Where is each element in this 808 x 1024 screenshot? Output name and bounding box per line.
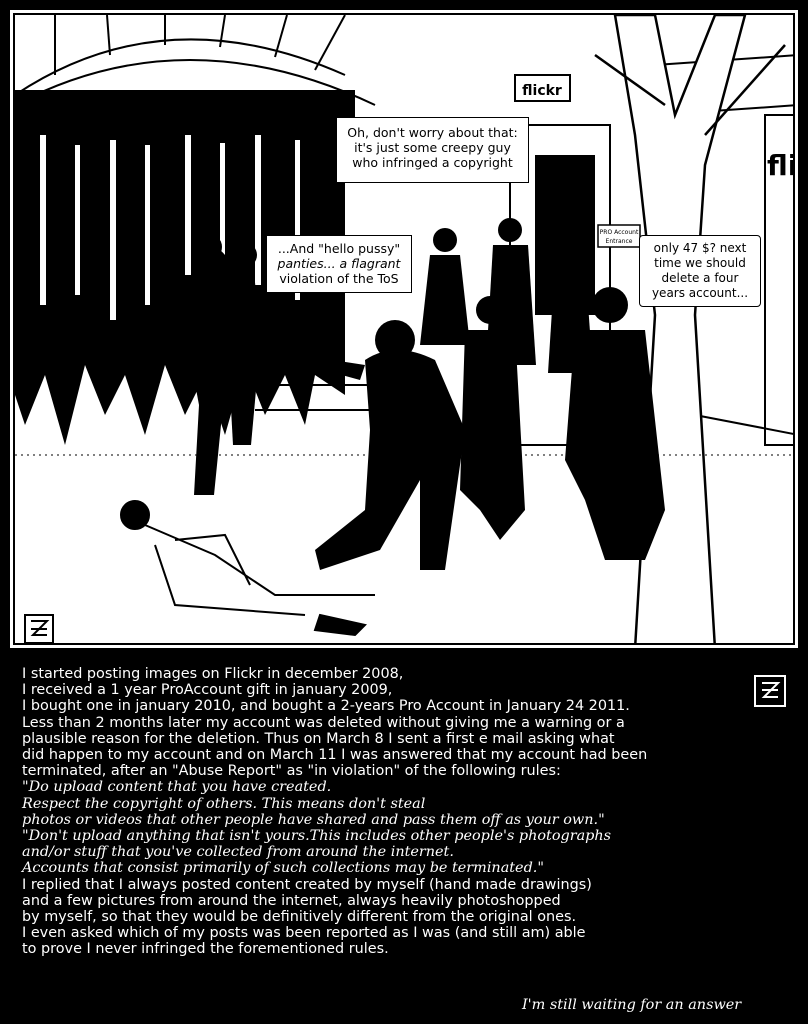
bubble-line: it's just some creepy guy [354, 140, 511, 155]
fallen-man [121, 501, 375, 635]
bubble-line: delete a four [661, 271, 739, 285]
story-line: Respect the copyright of others. This means don't steal [22, 795, 426, 812]
comic-panel [7, 7, 801, 651]
story-line: by myself, so that they would be definitively different from the original ones. [22, 909, 577, 926]
flickr-sign-side-text: fli [767, 149, 798, 182]
speech-bubble-price [639, 235, 761, 307]
bubble-line: who infringed a copyright [352, 155, 513, 170]
story-line: to prove I never infringed the forementioned rules. [22, 941, 389, 958]
comic-panel-inner [13, 13, 798, 645]
story-line: Accounts that consist primarily of such collections may be terminated." [22, 860, 544, 877]
story-line: did happen to my account and on March 11 I was answered that my account had been [22, 747, 648, 764]
bubble-line: Oh, don't worry about that: [347, 125, 518, 140]
story-line: I even asked which of my posts was been reported as I was (and still am) able [22, 925, 586, 942]
bubble-line: ...And "hello pussy" [277, 241, 401, 256]
entrance-sign-line-1: PRO Account [599, 229, 639, 236]
couple-figures [184, 233, 261, 495]
speech-bubble-copyright [336, 117, 529, 183]
bubble-line: years account... [651, 286, 749, 300]
comic-illustration [15, 15, 798, 645]
speech-bubble-tos [266, 235, 412, 293]
story-line: I received a 1 year ProAccount gift in january 2009, [22, 682, 393, 699]
story-line: "Do upload content that you have created. [22, 779, 332, 796]
story-line: and/or stuff that you've collected from around the internet. [22, 844, 454, 861]
story-line: photos or videos that other people have shared and pass them off as your own." [22, 811, 605, 828]
story-line: terminated, after an "Abuse Report" as "in violation" of the following rules: [22, 763, 561, 780]
flickr-sign-top [515, 75, 570, 101]
story-line: I bought one in january 2010, and bought a 2-years Pro Account in January 24 2011. [22, 698, 630, 715]
bubble-line: panties... a flagrant [277, 256, 401, 271]
entrance-sign [598, 225, 640, 247]
flickr-sign-top-text: flickr [522, 83, 562, 99]
story-line: I started posting images on Flickr in december 2008, [22, 666, 404, 682]
bubble-line: time we should [654, 256, 746, 270]
entrance-sign-line-2: Entrance [605, 238, 633, 245]
story-line: Less than 2 months later my account was deleted without giving me a warning or a [22, 714, 625, 731]
story-line: "Don't upload anything that isn't yours.This includes other people's photographs [22, 828, 612, 845]
artist-logo-icon [25, 615, 53, 643]
story-line: and a few pictures from around the internet, always heavily photoshopped [22, 892, 561, 909]
bubble-line: violation of the ToS [279, 271, 399, 286]
story-line: I replied that I always posted content created by myself (hand made drawings) [22, 876, 592, 893]
story-text [22, 666, 792, 958]
closing-line: I'm still waiting for an answer [522, 997, 742, 1013]
bubble-line: only 47 $? next [653, 241, 747, 255]
story-line: plausible reason for the deletion. Thus on March 8 I sent a first e mail asking what [22, 730, 615, 747]
